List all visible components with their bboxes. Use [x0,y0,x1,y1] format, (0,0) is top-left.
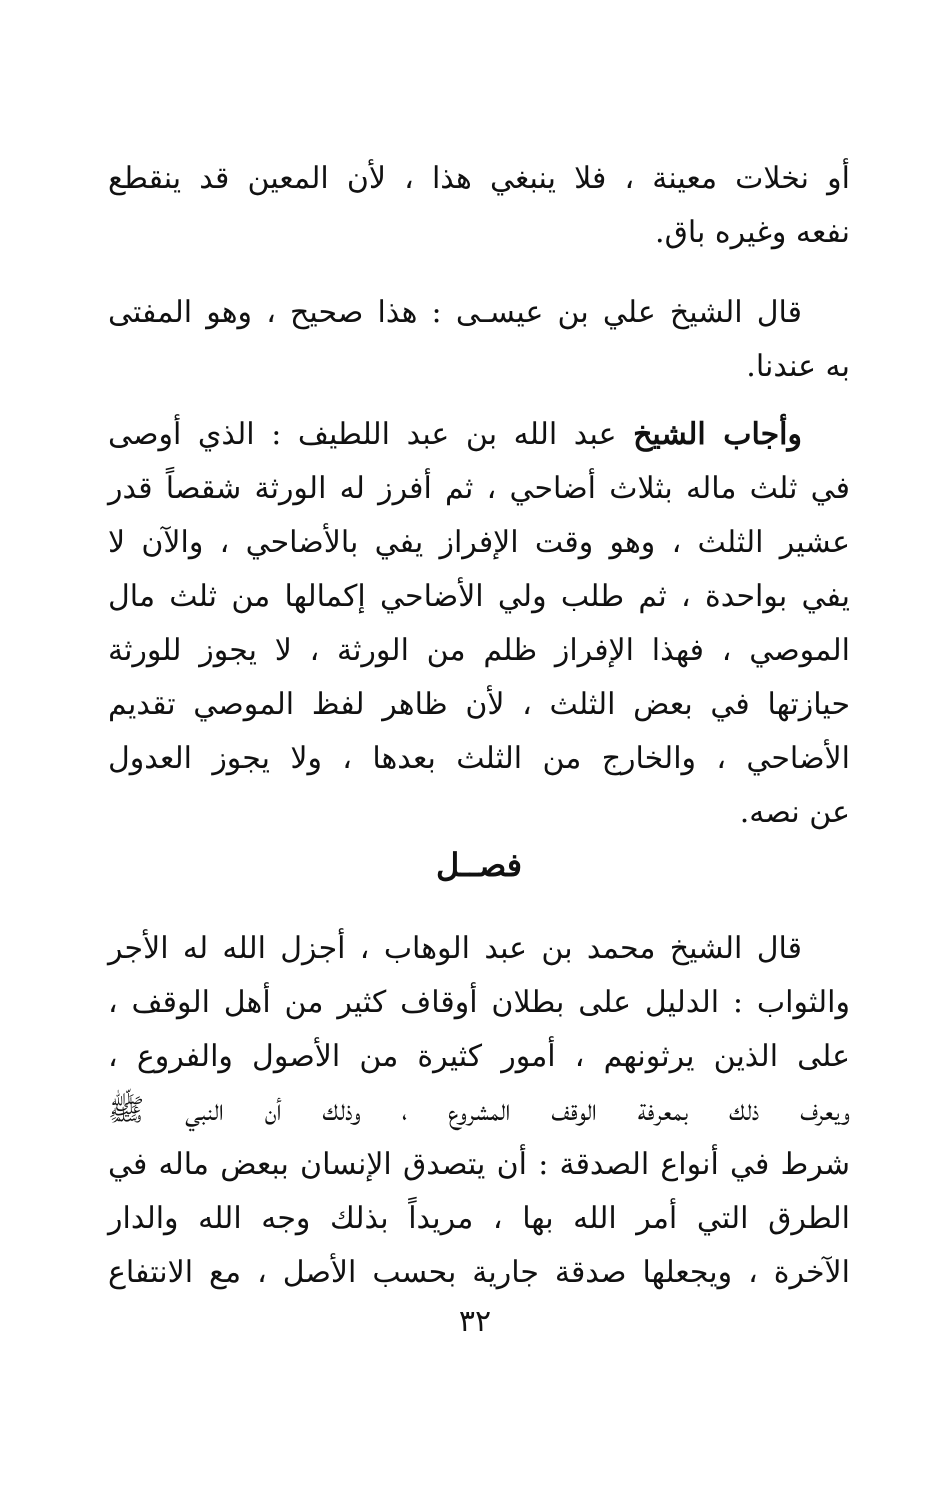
text-line: الطرق التي أمر الله بها ، مريداً بذلك وجه الله والدار [108,1201,850,1236]
text-line: الموصي ، فهذا الإفراز ظلم من الورثة ، لا يجوز للورثة [108,633,850,668]
text-line: في ثلث ماله بثلاث أضاحي ، ثم أفرز له الورثة شقصاً قدر [108,471,850,506]
paragraph-2 [108,286,850,394]
text-line: قال الشيخ محمد بن عبد الوهاب ، أجزل الله له الأجر [108,931,802,966]
text-line: به عندنا. [746,349,850,384]
text-line: حيازتها في بعض الثلث ، لأن ظاهر لفظ الموصي تقديم [108,687,850,722]
text-line: أو نخلات معينة ، فلا ينبغي هذا ، لأن المعين قد ينقطع [108,161,850,196]
text-line: عن نصه. [739,795,850,830]
text-line [108,408,850,462]
page-number: ٣٢ [458,1304,492,1339]
paragraph-1 [108,152,850,260]
lead-line-rest: عبد الله بن عبد اللطيف : الذي أوصى [108,417,617,452]
text-line: نفعه وغيره باق. [655,215,850,250]
text-line: والثواب : الدليل على بطلان أوقاف كثير من أهل الوقف ، [108,985,850,1020]
text-line: يفي بواحدة ، ثم طلب ولي الأضاحي إكمالها من ثلث مال [108,579,851,614]
paragraph-3 [108,408,850,840]
lead-phrase: وأجاب الشيخ [633,417,802,452]
paragraph-4 [108,922,850,1300]
text-line: ويعرف ذلك بمعرفة الوقف المشروع ، وذلك أن النبي ﷺ [108,1093,850,1128]
section-heading: فصــل [435,846,523,884]
text-line: عشير الثلث ، وهو وقت الإفراز يفي بالأضاحي ، والآن لا [108,525,851,560]
text-line: الأضاحي ، والخارج من الثلث بعدها ، ولا يجوز العدول [108,741,850,776]
text-line: قال الشيخ علي بن عيسـى : هذا صحيح ، وهو المفتى [108,295,802,330]
text-line: شرط في أنواع الصدقة : أن يتصدق الإنسان ببعض ماله في [108,1147,850,1182]
text-line: الآخرة ، ويجعلها صدقة جارية بحسب الأصل ، مع الانتفاع [108,1255,850,1290]
text-line: على الذين يرثونهم ، أمور كثيرة من الأصول والفروع ، [108,1039,850,1074]
